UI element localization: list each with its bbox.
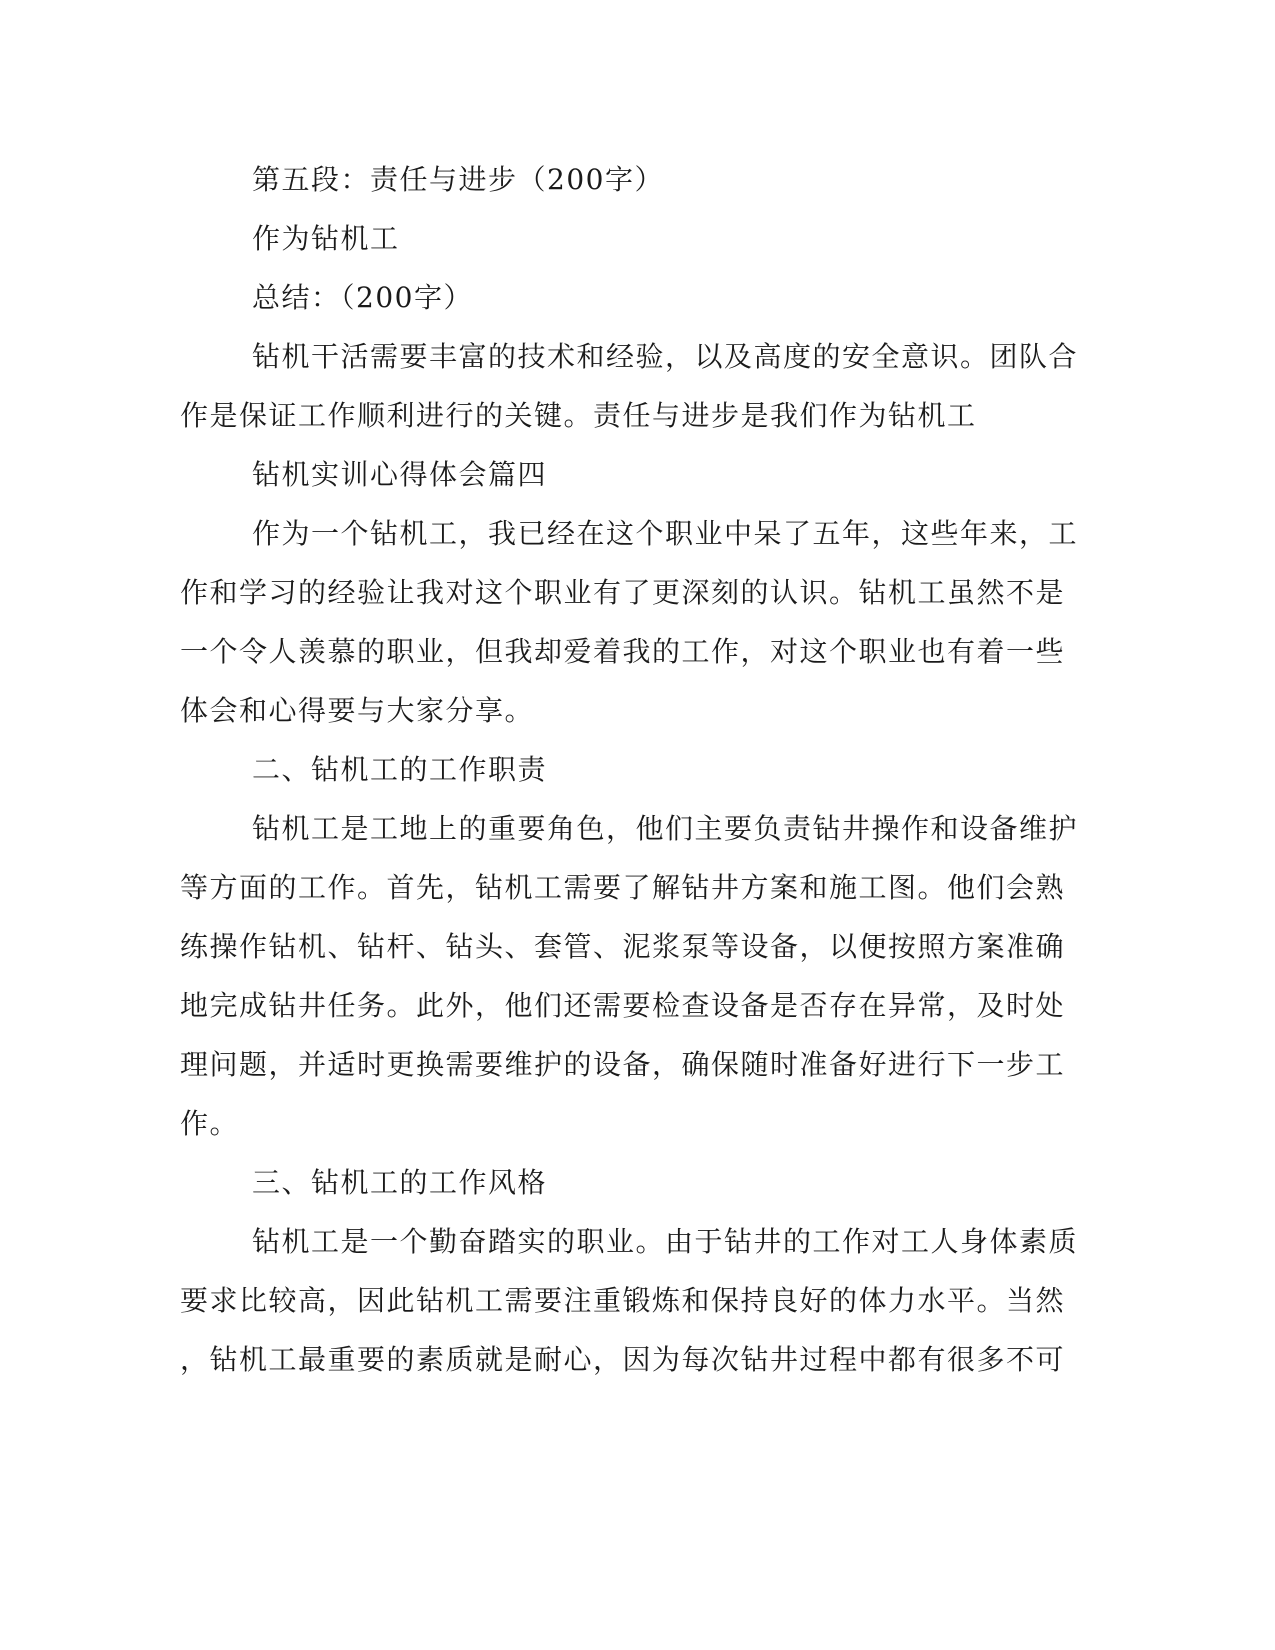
summary-heading: 总结：（200字）: [252, 281, 473, 314]
paragraph-line: 钻机工是工地上的重要角色，他们主要负责钻井操作和设备维护: [252, 812, 1079, 845]
paragraph-line: 作是保证工作顺利进行的关键。责任与进步是我们作为钻机工: [180, 399, 977, 432]
paragraph-line: 作为一个钻机工，我已经在这个职业中呆了五年，这些年来，工: [252, 517, 1079, 550]
paragraph-line: 练操作钻机、钻杆、钻头、套管、泥浆泵等设备，以便按照方案准确: [180, 930, 1066, 963]
section-heading-style: 三、钻机工的工作风格: [252, 1166, 548, 1199]
paragraph-line: 体会和心得要与大家分享。: [180, 694, 535, 727]
paragraph-line: 作。: [180, 1107, 240, 1140]
paragraph-line: 地完成钻井任务。此外，他们还需要检查设备是否存在异常，及时处: [180, 989, 1066, 1022]
paragraph-line: 要求比较高，因此钻机工需要注重锻炼和保持良好的体力水平。当然: [180, 1284, 1066, 1317]
paragraph-line: 作和学习的经验让我对这个职业有了更深刻的认识。钻机工虽然不是: [180, 576, 1066, 609]
paragraph-line: 钻机干活需要丰富的技术和经验，以及高度的安全意识。团队合: [252, 340, 1079, 373]
paragraph-line: 一个令人羡慕的职业，但我却爱着我的工作，对这个职业也有着一些: [180, 635, 1066, 668]
section-heading-part5: 第五段：责任与进步（200字）: [252, 163, 664, 196]
paragraph-line: 钻机工是一个勤奋踏实的职业。由于钻井的工作对工人身体素质: [252, 1225, 1079, 1258]
paragraph-line: 等方面的工作。首先，钻机工需要了解钻井方案和施工图。他们会熟: [180, 871, 1066, 904]
section-heading-duties: 二、钻机工的工作职责: [252, 753, 548, 786]
chapter-title: 钻机实训心得体会篇四: [252, 458, 548, 491]
paragraph-line: ，钻机工最重要的素质就是耐心，因为每次钻井过程中都有很多不可: [180, 1343, 1066, 1376]
paragraph-line: 理问题，并适时更换需要维护的设备，确保随时准备好进行下一步工: [180, 1048, 1066, 1081]
paragraph-line: 作为钻机工: [252, 222, 400, 255]
